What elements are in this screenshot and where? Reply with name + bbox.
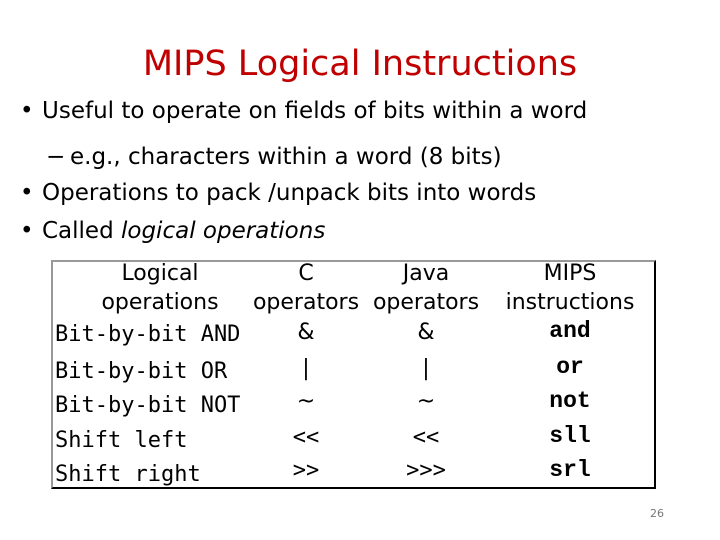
header-c-line2: operators — [252, 290, 360, 315]
row-label: Bit-by-bit NOT — [55, 393, 241, 418]
row-java-op: & — [417, 320, 435, 345]
row-label: Shift left — [55, 428, 188, 453]
row-mips-op: or — [556, 354, 584, 380]
header-java-line1: Java — [402, 261, 450, 286]
bullet-text: Useful to operate on fields of bits within a word — [42, 98, 588, 124]
bullet-text-prefix: Called — [42, 218, 121, 244]
row-c-op: >> — [292, 458, 320, 483]
bullet-item — [20, 98, 587, 124]
row-c-op: | — [302, 356, 310, 381]
bullet-text: Operations to pack /unpack bits into words — [42, 180, 537, 206]
header-logical-line1: Logical — [121, 261, 199, 286]
header-mips-line1: MIPS — [543, 261, 597, 286]
bullet-item — [20, 218, 325, 244]
bullet-dot: • — [20, 218, 34, 244]
bullet-dot: • — [20, 98, 34, 124]
bullet-item — [20, 180, 536, 206]
bullet-text-italic: logical operations — [121, 218, 326, 244]
row-c-op: & — [297, 320, 315, 345]
row-java-op: >>> — [406, 458, 446, 483]
row-java-op: | — [422, 356, 430, 381]
row-c-op: << — [292, 425, 320, 450]
header-java-line2: operators — [372, 290, 480, 315]
row-c-op: ~ — [296, 389, 316, 414]
header-mips-line2: instructions — [505, 290, 635, 315]
bullet-dot: • — [20, 180, 34, 206]
row-mips-op: and — [549, 318, 591, 344]
slide-title: MIPS Logical Instructions — [142, 44, 578, 84]
row-java-op: << — [412, 425, 440, 450]
header-logical-line2: operations — [101, 290, 219, 315]
row-label: Bit-by-bit OR — [55, 359, 228, 384]
row-label: Bit-by-bit AND — [55, 322, 241, 347]
header-c-line1: C — [298, 261, 314, 286]
row-mips-op: sll — [549, 423, 591, 449]
row-mips-op: srl — [549, 457, 591, 483]
row-java-op: ~ — [416, 389, 436, 414]
sub-bullet-dash: − — [46, 144, 66, 170]
page-number: 26 — [650, 507, 664, 520]
sub-bullet-item — [46, 144, 502, 170]
sub-bullet-text: e.g., characters within a word (8 bits) — [70, 144, 502, 170]
row-mips-op: not — [549, 388, 591, 414]
row-label: Shift right — [55, 462, 201, 487]
